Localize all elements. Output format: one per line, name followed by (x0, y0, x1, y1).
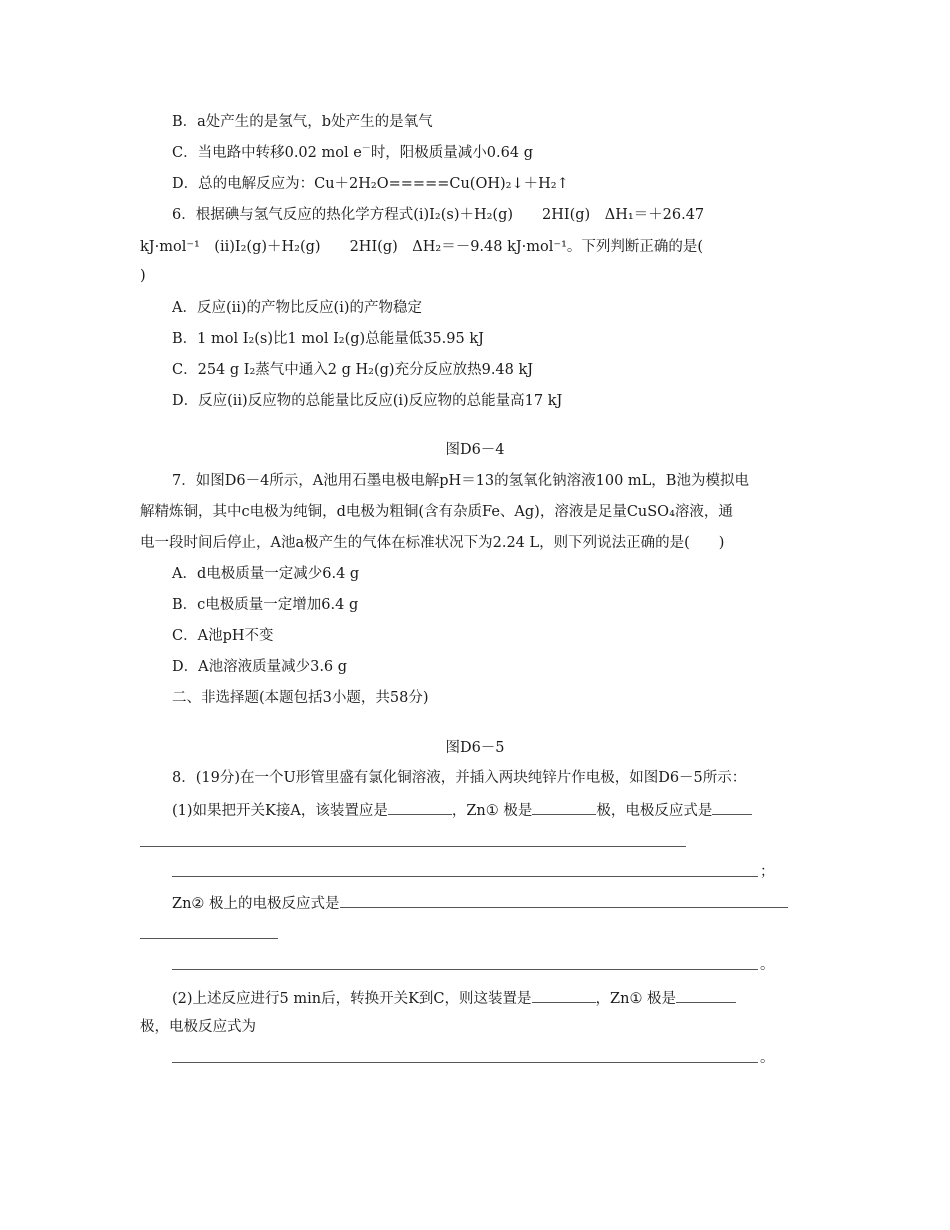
q5-option-c (172, 143, 533, 163)
q8-part1-text-a: (1)如果把开关K接A，该装置应是 (172, 803, 388, 819)
q5-option-c-text-post: 时，阳极质量减小0.64 g (370, 145, 533, 161)
q5-option-c-sup: － (361, 144, 371, 155)
semicolon: ； (760, 864, 775, 880)
answer-line[interactable] (172, 876, 758, 877)
figure-caption-d6-4: 图D6－4 (445, 442, 505, 458)
q6-option-c: C．254 g I₂蒸气中通入2 g H₂(g)充分反应放热9.48 kJ (172, 362, 534, 378)
q8-part1-line (172, 800, 752, 821)
period: 。 (760, 957, 775, 973)
figure-caption-d6-5: 图D6－5 (445, 740, 505, 756)
q8-part1-text-c: 极，电极反应式是 (596, 803, 713, 819)
q6-stem-line3: ) (140, 268, 146, 284)
q7-option-b: B．c电极质量一定增加6.4 g (172, 597, 359, 613)
q8-part2-text-a: (2)上述反应进行5 min后，转换开关K到C，则这装置是 (172, 991, 532, 1007)
q8-part2-text-b: ，Zn① 极是 (595, 991, 677, 1007)
answer-blank-zn1-pole[interactable] (532, 800, 596, 815)
answer-line[interactable] (172, 969, 758, 970)
q6-option-a: A．反应(ⅱ)的产物比反应(ⅰ)的产物稳定 (172, 300, 423, 316)
answer-line[interactable] (140, 938, 278, 939)
q7-option-d: D．A池溶液质量减少3.6 g (172, 659, 348, 675)
q8-part2-line2: 极，电极反应式为 (140, 1019, 256, 1035)
q7-option-c: C．A池pH不变 (172, 628, 274, 644)
q8-part1-text-b: ，Zn① 极是 (451, 803, 533, 819)
answer-blank-zn1-equation-start[interactable] (712, 800, 752, 815)
q7-stem-line2: 解精炼铜，其中c电极为纯铜，d电极为粗铜(含有杂质Fe、Ag)，溶液是足量CuSO₄溶液，通 (140, 504, 733, 520)
q6-stem-line1: 6．根据碘与氢气反应的热化学方程式(ⅰ)I₂(s)＋H₂(g) 2HI(g) ΔH₁＝＋26.47 (172, 207, 705, 223)
answer-blank-device-type-2[interactable] (532, 988, 596, 1003)
answer-blank-device-type[interactable] (388, 800, 452, 815)
q7-stem-line3: 电一段时间后停止，A池a极产生的气体在标准状况下为2.24 L，则下列说法正确的是( ) (140, 535, 725, 551)
q8-stem: 8．(19分)在一个U形管里盛有氯化铜溶液，并插入两块纯锌片作电极，如图D6－5所示： (172, 770, 747, 786)
answer-line[interactable] (172, 1062, 758, 1063)
q6-option-b: B．1 mol I₂(s)比1 mol I₂(g)总能量低35.95 kJ (172, 331, 484, 347)
q5-option-b: B．a处产生的是氢气，b处产生的是氧气 (172, 114, 433, 130)
q5-option-d: D．总的电解反应为：Cu＋2H₂O=====Cu(OH)₂↓＋H₂↑ (172, 176, 569, 192)
q8-part2-line (172, 988, 736, 1009)
q7-stem-line1: 7．如图D6－4所示，A池用石墨电极电解pH＝13的氢氧化钠溶液100 mL，B池为模拟电 (172, 473, 749, 489)
answer-blank-zn1-pole-2[interactable] (676, 988, 736, 1003)
q8-zn2-text: Zn② 极上的电极反应式是 (172, 896, 340, 912)
answer-blank-zn2-equation[interactable] (340, 893, 788, 908)
q6-stem-line2: kJ·mol⁻¹ (ⅱ)I₂(g)＋H₂(g) 2HI(g) ΔH₂＝－9.48 kJ·mol⁻¹。下列判断正确的是( (140, 239, 704, 255)
q8-zn2-line (172, 893, 788, 914)
q6-option-d: D．反应(ⅱ)反应物的总能量比反应(ⅰ)反应物的总能量高17 kJ (172, 393, 563, 409)
section-heading-nonchoice: 二、非选择题(本题包括3小题，共58分) (172, 690, 429, 706)
period: 。 (760, 1050, 775, 1066)
q5-option-c-text: C．当电路中转移0.02 mol e (172, 145, 362, 161)
q7-option-a: A．d电极质量一定减少6.4 g (172, 566, 360, 582)
answer-line[interactable] (140, 846, 686, 847)
